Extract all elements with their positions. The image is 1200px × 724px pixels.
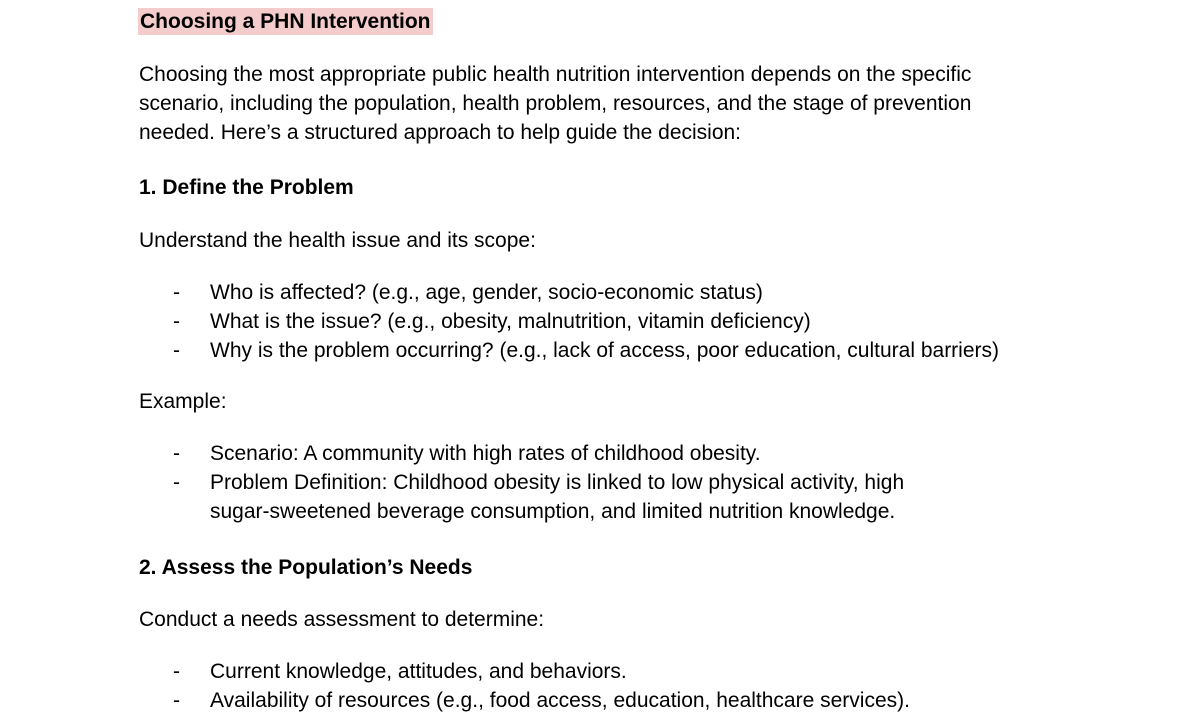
list-item	[139, 686, 1079, 715]
list-item	[139, 336, 1079, 365]
list-item-text: Who is affected? (e.g., age, gender, socio-economic status)	[210, 281, 763, 304]
example-label: Example:	[139, 390, 227, 413]
list-item-text: Problem Definition: Childhood obesity is linked to low physical activity, high sugar-sweetened beverage consumption, and limited nutrition knowledge.	[210, 471, 905, 523]
dash-bullet: -	[173, 339, 180, 362]
list-item	[139, 657, 1079, 686]
dash-bullet: -	[173, 471, 180, 494]
section-1-heading: 1. Define the Problem	[139, 176, 354, 199]
document-title: Choosing a PHN Intervention	[140, 10, 431, 33]
section-2-lead: Conduct a needs assessment to determine:	[139, 608, 545, 631]
needs-assessment-list	[139, 657, 1079, 715]
list-item-text: Availability of resources (e.g., food access, education, healthcare services).	[210, 689, 910, 712]
list-item-text: Why is the problem occurring? (e.g., lack of access, poor education, cultural barriers)	[210, 339, 1000, 362]
list-item-text: Current knowledge, attitudes, and behaviors.	[210, 660, 627, 683]
dash-bullet: -	[173, 689, 180, 712]
dash-bullet: -	[173, 660, 180, 683]
list-item	[139, 278, 1079, 307]
list-item-text: What is the issue? (e.g., obesity, malnutrition, vitamin deficiency)	[210, 310, 811, 333]
list-item	[139, 307, 1079, 336]
dash-bullet: -	[173, 310, 180, 333]
section-2-heading: 2. Assess the Population’s Needs	[139, 556, 473, 579]
list-item-text: Scenario: A community with high rates of childhood obesity.	[210, 442, 761, 465]
intro-paragraph: Choosing the most appropriate public health nutrition intervention depends on the specific scenario, including the population, health problem, resources, and the stage of prevention needed. Here’s a structured approach to help guide the decision:	[139, 63, 972, 144]
dash-bullet: -	[173, 442, 180, 465]
dash-bullet: -	[173, 281, 180, 304]
section-1-lead: Understand the health issue and its scope:	[139, 229, 536, 252]
list-item	[139, 468, 939, 526]
problem-questions-list	[139, 278, 1079, 365]
list-item	[139, 439, 939, 468]
example-list	[139, 439, 939, 526]
